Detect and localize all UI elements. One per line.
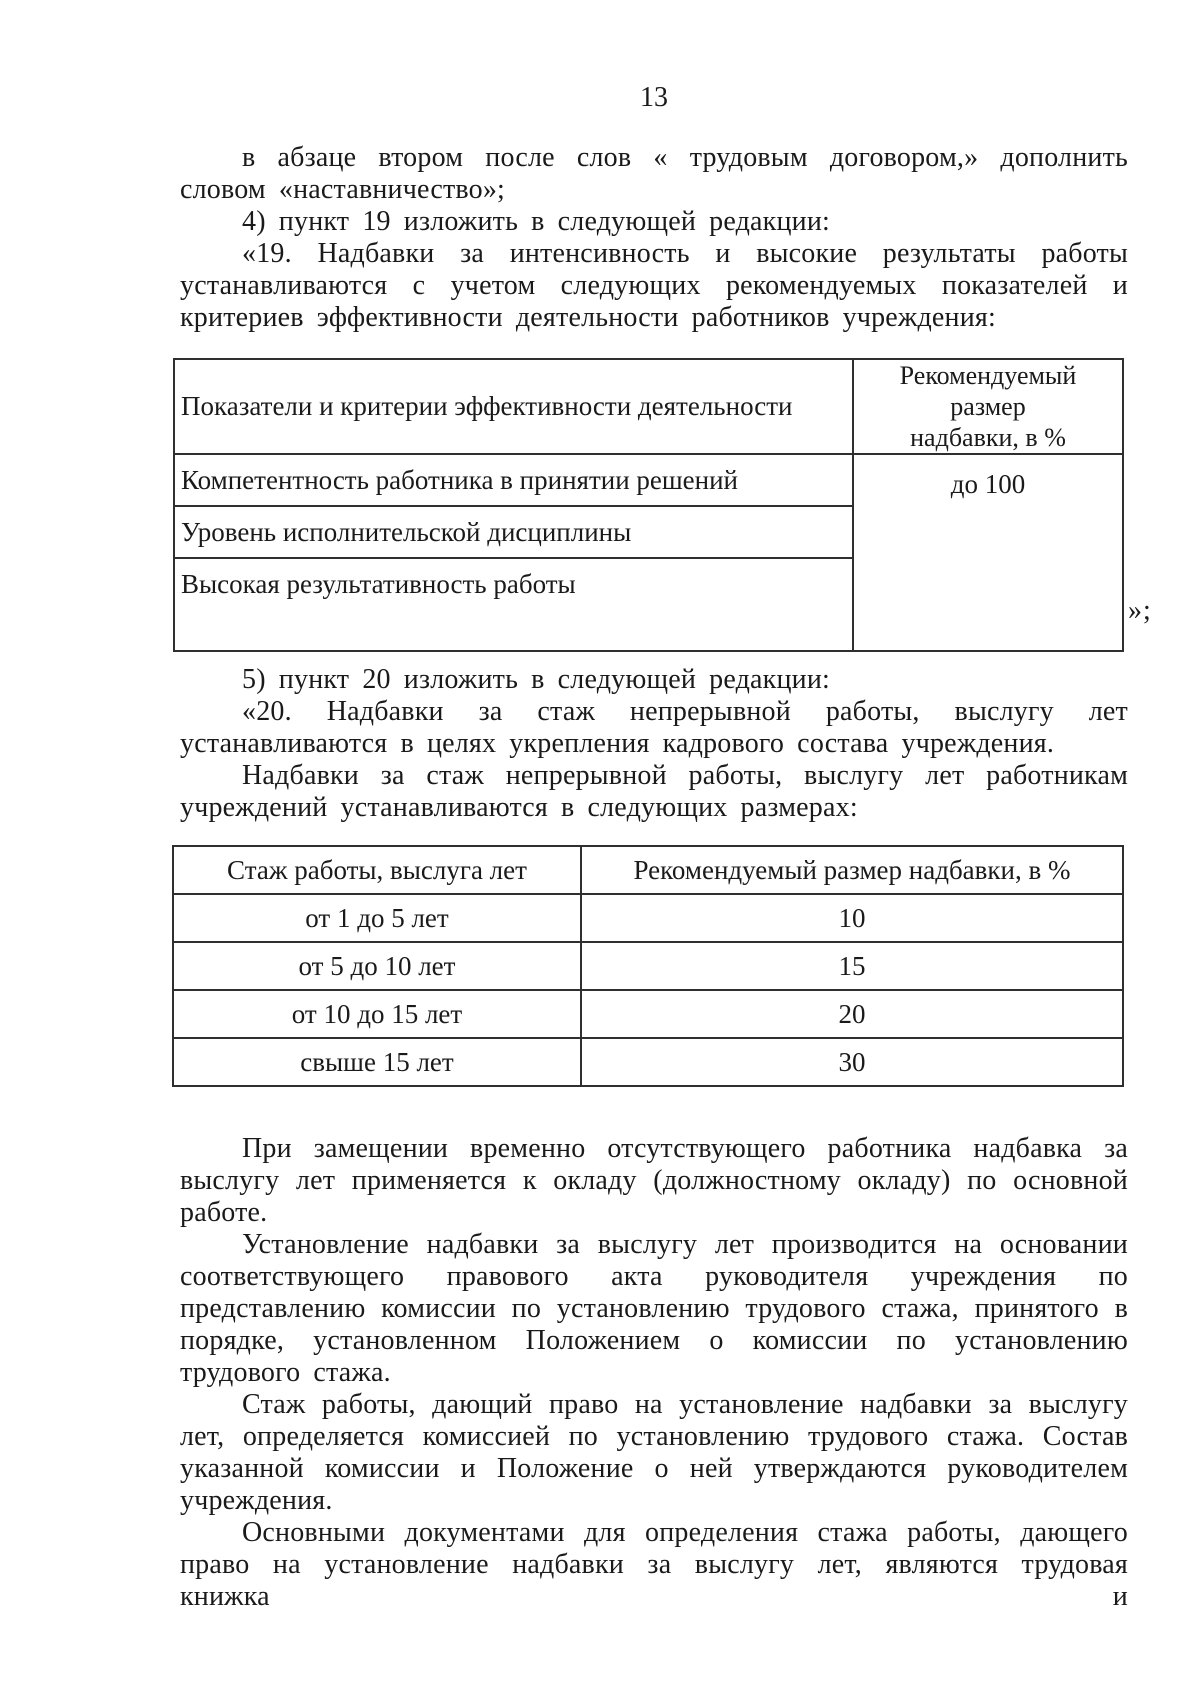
paragraph-commission: Стаж работы, дающий право на установление надбавки за выслугу лет, определяется комиссией по установлению трудового стажа. Состав указанной комиссии и Положение о ней утверждаются руководителем учреждения. xyxy=(180,1389,1128,1516)
cell-competence: Компетентность работника в принятии решений xyxy=(174,454,853,506)
cell-range-5-10: от 5 до 10 лет xyxy=(173,942,581,990)
paragraph-establishment-basis: Установление надбавки за выслугу лет производится на основании соответствующего правового акта руководителя учреждения по представлению комиссии по установлению трудового стажа, принятого в порядке, установленном Положением о комиссии по установлению трудового стажа. xyxy=(180,1229,1128,1388)
header-cell-recommended-size xyxy=(853,359,1123,454)
paragraph-item-4: 4) пункт 19 изложить в следующей редакции: xyxy=(242,206,830,237)
header-cell-seniority: Стаж работы, выслуга лет xyxy=(173,846,581,894)
paragraph-item-5: 5) пункт 20 изложить в следующей редакции: xyxy=(242,664,830,695)
header-cell-recommended-percent: Рекомендуемый размер надбавки, в % xyxy=(581,846,1123,894)
table-row xyxy=(173,990,1123,1038)
cell-value-10: 10 xyxy=(581,894,1123,942)
paragraph-point-19: «19. Надбавки за интенсивность и высокие результаты работы устанавливаются с учетом следующих рекомендуемых показателей и критериев эффективности деятельности работников учреждения: xyxy=(180,238,1128,333)
table-row xyxy=(173,1038,1123,1086)
header-cell-line2: надбавки, в % xyxy=(910,423,1066,452)
cell-up-to-100: до 100 xyxy=(853,454,1123,651)
paragraph-amend-second-abzac: в абзаце втором после слов « трудовым договором,» дополнить словом «наставничество»; xyxy=(180,142,1128,205)
cell-high-performance: Высокая результативность работы xyxy=(174,558,853,651)
seniority-table-header-row xyxy=(173,846,1123,894)
cell-value-15: 15 xyxy=(581,942,1123,990)
paragraph-point-20: «20. Надбавки за стаж непрерывной работы, выслугу лет устанавливаются в целях укрепления кадрового состава учреждения. xyxy=(180,696,1128,759)
cell-range-10-15: от 10 до 15 лет xyxy=(173,990,581,1038)
cell-range-1-5: от 1 до 5 лет xyxy=(173,894,581,942)
document-body xyxy=(180,142,1128,1613)
table-row xyxy=(173,942,1123,990)
cell-value-30: 30 xyxy=(581,1038,1123,1086)
paragraph-substitution: При замещении временно отсутствующего работника надбавка за выслугу лет применяется к окладу (должностному окладу) по основной работе. xyxy=(180,1133,1128,1228)
cell-range-over-15: свыше 15 лет xyxy=(173,1038,581,1086)
indicators-table-header-row xyxy=(174,359,1123,454)
header-cell-line1: Рекомендуемый размер xyxy=(899,361,1077,421)
header-cell-indicators: Показатели и критерии эффективности деятельности xyxy=(174,359,853,454)
seniority-table xyxy=(172,845,1124,1087)
page-number: 13 xyxy=(640,82,668,113)
closing-quote-marker: »; xyxy=(1128,595,1152,626)
indicators-table xyxy=(173,358,1124,652)
table-row xyxy=(174,454,1123,506)
cell-value-20: 20 xyxy=(581,990,1123,1038)
paragraph-main-documents: Основными документами для определения стажа работы, дающего право на установление надбавки за выслугу лет, являются трудовая книжка и xyxy=(180,1517,1128,1612)
cell-discipline-level: Уровень исполнительской дисциплины xyxy=(174,506,853,558)
paragraph-seniority-intro: Надбавки за стаж непрерывной работы, выслугу лет работникам учреждений устанавливаются в следующих размерах: xyxy=(180,760,1128,823)
table-row xyxy=(173,894,1123,942)
